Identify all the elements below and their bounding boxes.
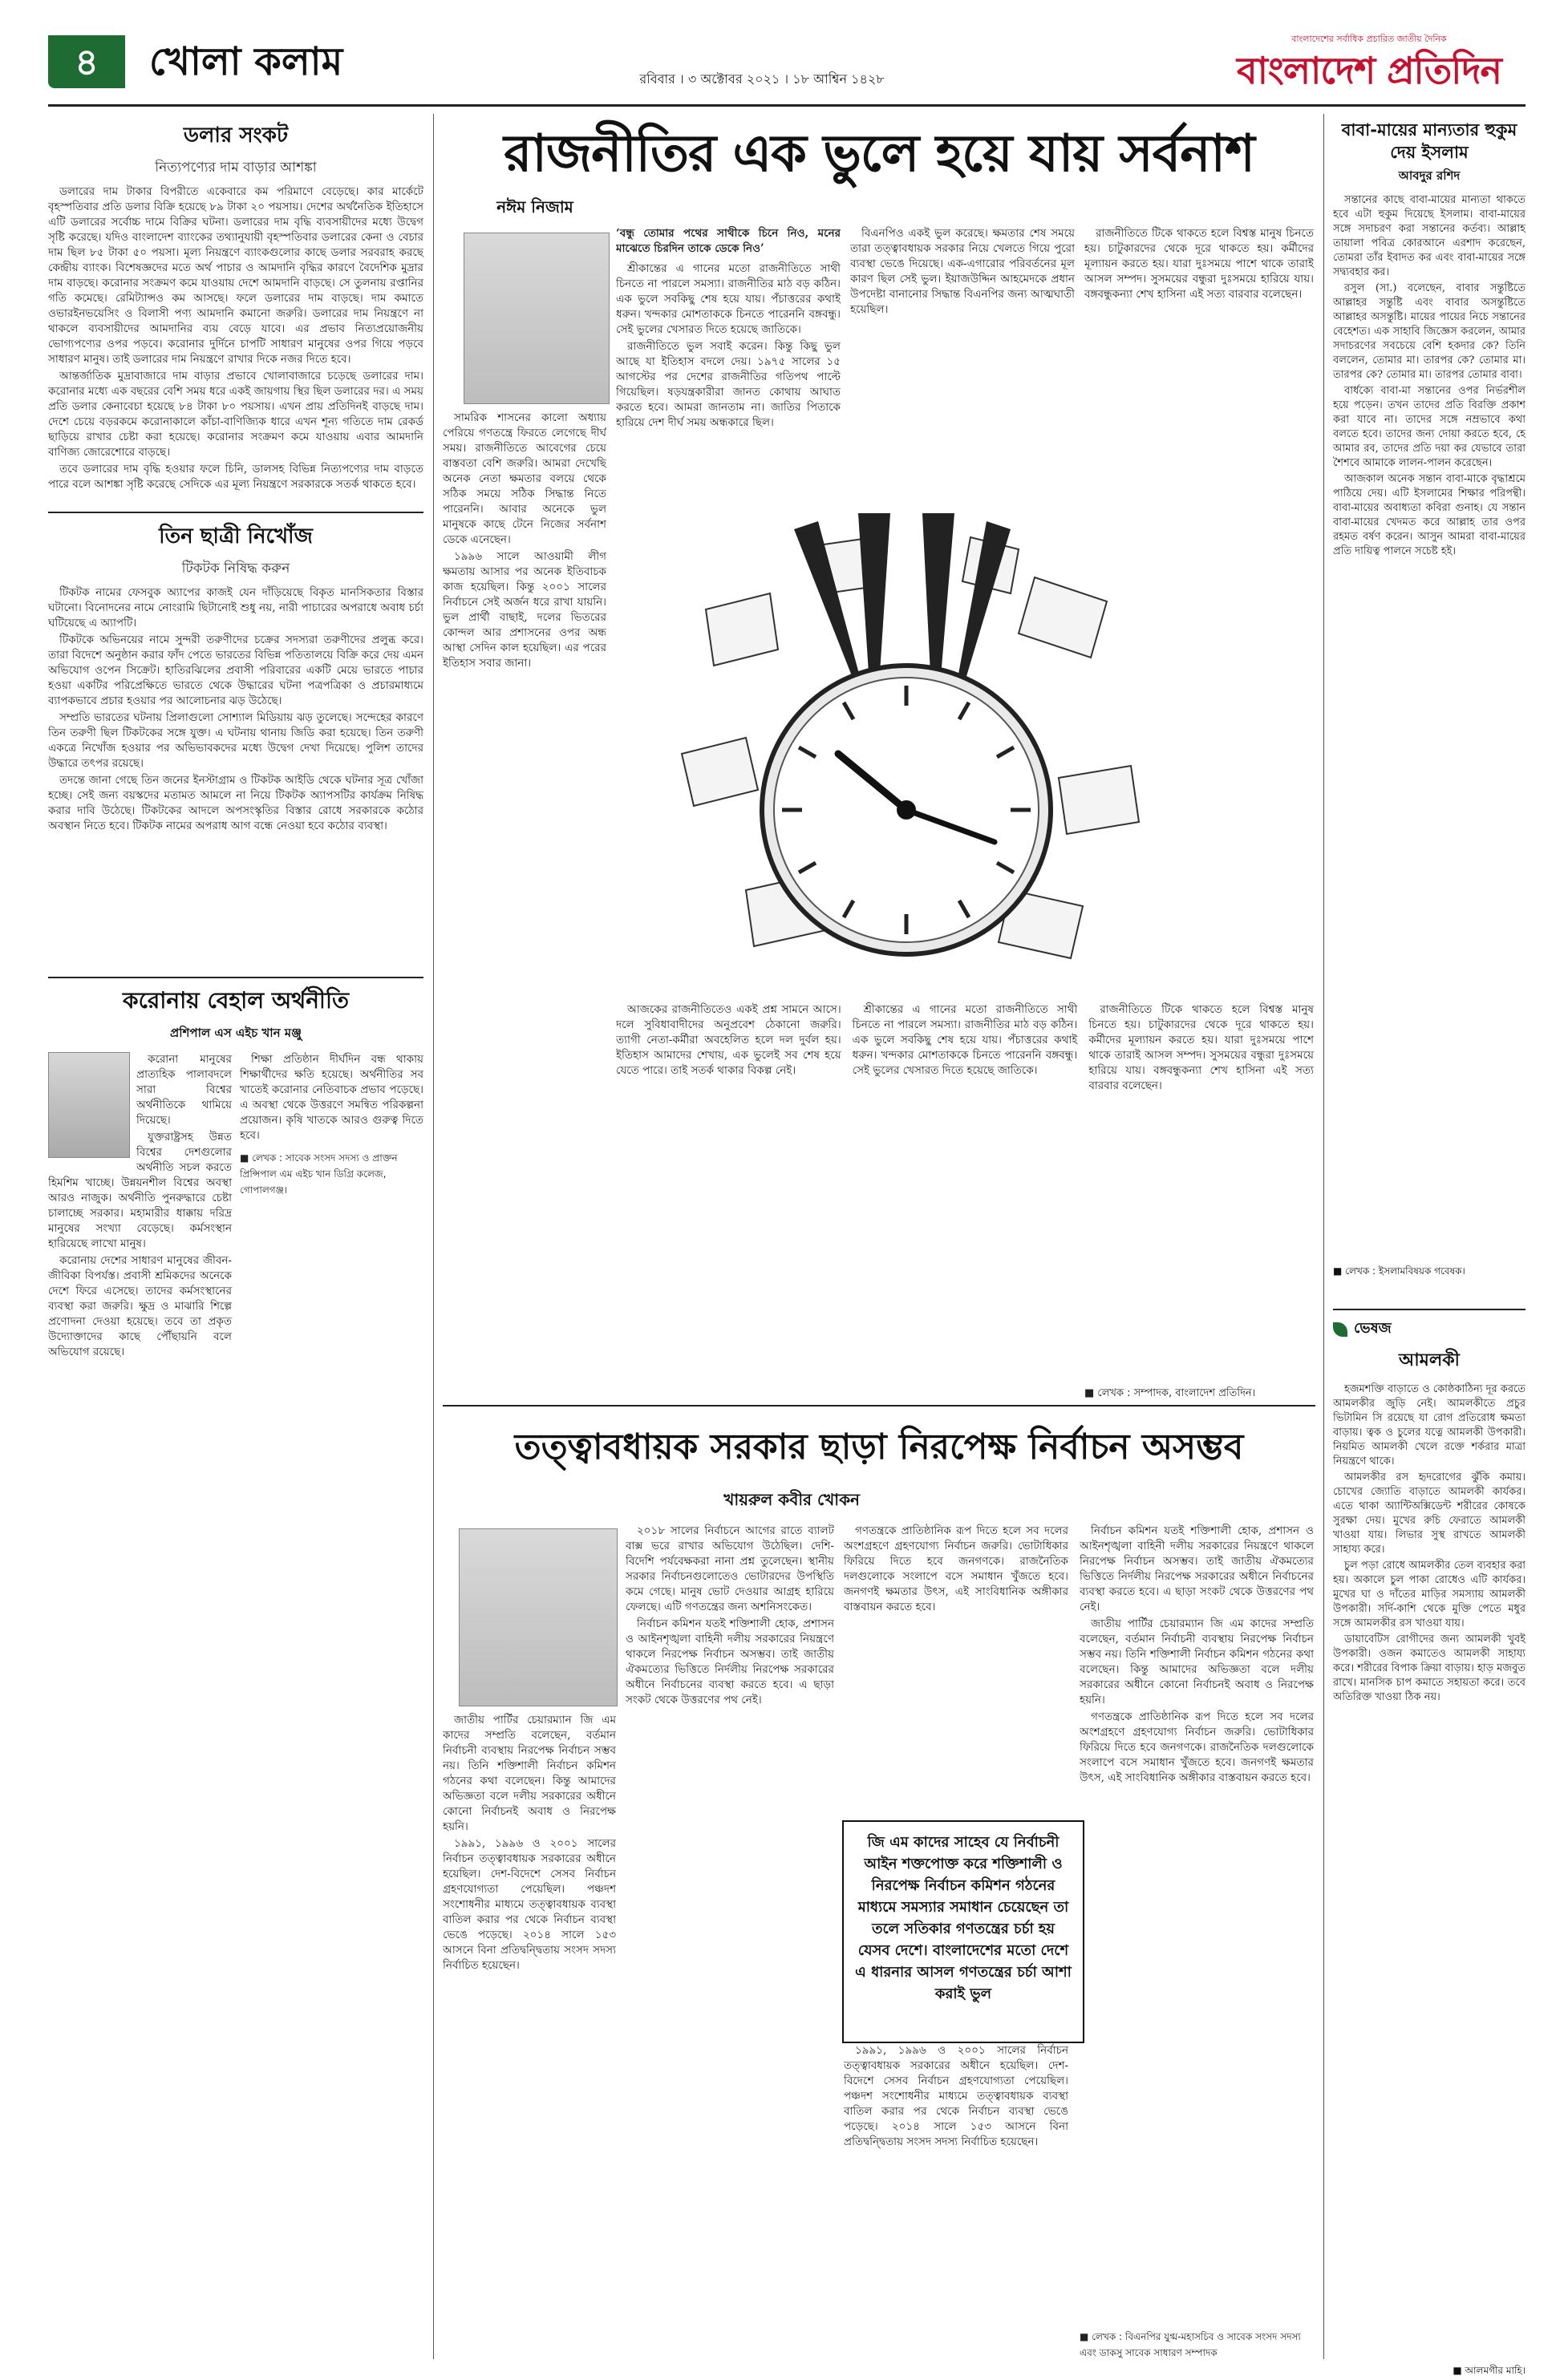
lead-author: নঈম নিজাম — [496, 197, 573, 217]
dollar-paragraph: ডলারের দাম টাকার বিপরীতে একেবারে কম পরিমাণে বেড়েছে। কার মার্কেটে বৃহস্পতিবার প্রতি ডলার বিক্রি হয়েছে ৮৯ টাকা ২০ পয়সায়। দেশের অর্থনৈতিক ইতিহাসে এটি ডলারের সর্বোচ্চ দামে বিক্রির ঘটনা। ডলারের দাম বৃদ্ধি ব্যবসায়ীদের মধ্যে উদ্বেগ সৃষ্টি করেছে। যদিও বাংলাদেশ ব্যাংকের তথ্যানুযায়ী বৃহস্পতিবার ডলারের কেনা ও বেচার দাম ছিল ৮৫ টাকা ৫০ পয়সা। মূল্য নিয়ন্ত্রণে ব্যাংকগুলোর কাছে ডলার সরবরাহ করছে কেন্দ্রীয় ব্যাংক। বিশেষজ্ঞদের মতে অর্থ পাচার ও আমদানি বৃদ্ধির কারণে বৈদেশিক মুদ্রার দাম বাড়ছে। করোনার সংক্রমণ কমে যাওয়ায় দেশে আমদানি বাড়ছে। সে তুলনায় রপ্তানির গতি কমেছে। রেমিট্যান্সও কম আসছে। ফলে ডলারের দাম বাড়ছে। দাম কমাতে ওভারইনভয়েসিং ও বিলাসী পণ্য আমদানি কমানো জরুরি। ডলারের দাম নিয়ন্ত্রণে না থাকলে ব্যবসায়ীদের আমদানির ব্যয় বেড়ে যাবে। এর প্রভাব নিত্যপ্রয়োজনীয় ভোগ্যপণ্যের ওপর পড়বে। করোনার দুর্দিনে চাপটি সাধারণ মানুষের ওপর গিয়ে পড়বে সাধারণ মানুষ। তাই ডলারের দাম নিয়ন্ত্রণে রাখার দিকে নজর দিতে হবে। — [48, 185, 423, 366]
lead-paragraph: রাজনীতিতে টিকে থাকতে হলে বিশ্বস্ত মানুষ চিনতে হয়। চাটুকারদের থেকে দূরে থাকতে হয়। কর্মীদের মূল্যায়ন করতে হয়। যারা দুঃসময়ে পাশে থাকে তারাই আসল সম্পদ। সুসময়ের বন্ধুরা দুঃসময়ে হারিয়ে যায়। বঙ্গবন্ধুকন্যা শেখ হাসিনা এই সত্য বারবার বলেছেন। — [1088, 1003, 1314, 1092]
students-paragraph: টিকটক নামের ফেসবুক অ্যাপের কাজই যেন দাঁড়িয়েছে বিকৃত মানসিকতার বিস্তার ঘটানো। বিনোদনের নামে নোংরামি ছিটানোই শুধু নয়, নারী পাচারের অপরাধে অবাধ চর্চা ঘটিয়েছে এ অ্যাপটি। — [48, 586, 423, 629]
clock-face — [762, 666, 1051, 954]
second-paragraph: নির্বাচন কমিশন যতই শক্তিশালী হোক, প্রশাসন ও আইনশৃঙ্খলা বাহিনী দলীয় সরকারের নিয়ন্ত্রণে থাকলে নিরপেক্ষ নির্বাচন অসম্ভব। তাই জাতীয় ঐকমত্যের ভিত্তিতে নির্দলীয় নিরপেক্ষ সরকারের অধীনে নির্বাচনের ব্যবস্থা করতে হবে। এ ছাড়া সংকট থেকে উত্তরণের পথ নেই। — [1080, 1524, 1314, 1613]
second-paragraph: ১৯৯১, ১৯৯৬ ও ২০০১ সালের নির্বাচন তত্ত্বাবধায়ক সরকারের অধীনে হয়েছিল। দেশ-বিদেশে সেসব নির্বাচন গ্রহণযোগ্যতা পেয়েছিল। পঞ্চদশ সংশোধনীর মাধ্যমে তত্ত্বাবধায়ক ব্যবস্থা বাতিল করার পর থেকে নির্বাচন ব্যবস্থা ভেঙে পড়েছে। ২০১৪ সালে ১৫৩ আসনে বিনা প্রতিদ্বন্দ্বিতায় সংসদ সদস্য নির্বাচিত হয়েছেন। — [844, 2044, 1068, 2148]
herbal-section-label — [1333, 1317, 1526, 1342]
corona-author-photo — [48, 1052, 130, 1158]
second-body-col3 — [844, 1524, 1068, 1812]
second-paragraph: ১৯৯১, ১৯৯৬ ও ২০০১ সালের নির্বাচন তত্ত্বাবধায়ক সরকারের অধীনে হয়েছিল। দেশ-বিদেশে সেসব নির্বাচন গ্রহণযোগ্যতা পেয়েছিল। পঞ্চদশ সংশোধনীর মাধ্যমে তত্ত্বাবধায়ক ব্যবস্থা বাতিল করার পর থেকে নির্বাচন ব্যবস্থা ভেঙে পড়েছে। ২০১৪ সালে ১৫৩ আসনে বিনা প্রতিদ্বন্দ্বিতায় সংসদ সদস্য নির্বাচিত হয়েছেন। — [443, 1837, 616, 1972]
right-article — [1333, 119, 1526, 1281]
dollar-title: ডলার সংকট — [183, 123, 289, 148]
section-title: খোলা কলাম — [149, 39, 343, 84]
lead-body-left2 — [443, 411, 606, 1381]
corona-footer: ■ লেখক : সাবেক সংসদ সদস্য ও প্রাক্তন প্রিন্সিপাল এম এইচ খান ডিগ্রি কলেজ, গোপালগঞ্জ। — [240, 1152, 398, 1196]
masthead-logo — [1213, 32, 1526, 99]
dollar-paragraph: আন্তর্জাতিক মুদ্রাবাজারে দাম বাড়ার প্রভাবে খোলাবাজারে চড়েছে ডলারের দাম। করোনার মধ্যে এক বছরের বেশি সময় ধরে একই জায়গায় স্থির ছিল ডলারের দর। এ সময় প্রতি ডলার কেনাবেচা হয়েছে ৮৪ টাকা ৮০ পয়সায়। এখন প্রায় প্রতিদিনই বাড়ছে দাম। দেশে চেয়ে বড়রকমে করোনাকালে কাঁচা-বাণিজ্যিক ধারে এখন শূন্য গতিতে দাম রেকর্ড ছাড়িয়ে রাখার চেষ্টা করা হয়েছে। করোনার সংক্রমণ কমে যাওয়ায় এবার আমদানি বাণিজ্য জোরেশোরে বাড়ছে। — [48, 370, 423, 459]
column-divider-left — [433, 114, 434, 2359]
dollar-subtitle: নিত্যপণ্যের দাম বাড়ার আশঙ্কা — [155, 160, 317, 176]
dollar-paragraph: তবে ডলারের দাম বৃদ্ধি হওয়ার ফলে চিনি, ডালসহ বিভিন্ন নিত্যপণ্যের দাম বাড়তে পারে বলে আশঙ্কা সৃষ্টি করেছে সেদিকে এর মূল্য নিয়ন্ত্রণে সরকারকে সতর্ক থাকতে হবে। — [48, 463, 423, 491]
second-body-left — [443, 1713, 616, 2346]
second-pull-quote — [842, 1820, 1084, 2043]
column-divider-right — [1323, 114, 1324, 2359]
students-title: তিন ছাত্রী নিখোঁজ — [159, 524, 313, 548]
herbal-title: আমলকী — [1399, 1350, 1460, 1370]
second-paragraph: জাতীয় পার্টির চেয়ারম্যান জি এম কাদের সম্প্রতি বলেছেন, বর্তমান নির্বাচনী ব্যবস্থায় নিরপেক্ষ নির্বাচন সম্ভব নয়। তিনি শক্তিশালী নির্বাচন কমিশন গঠনের কথা বলেছেন। কিন্তু আমাদের অভিজ্ঞতা বলে দলীয় সরকারের অধীনে কোনো নির্বাচনই অবাধ ও নিরপেক্ষ হয়নি। — [1080, 1617, 1314, 1706]
lead-paragraph: রাজনীতিতে ভুল সবাই করেন। কিন্তু কিছু ভুল আছে যা ইতিহাস বদলে দেয়। ১৯৭৫ সালের ১৫ আগস্টের পর দেশের রাজনীতির গতিপথ পাল্টে গিয়েছিল। ষড়যন্ত্রকারীরা জানত কোথায় আঘাত করতে হবে। আমরা জানতাম না। জাতির পিতাকে হারিয়ে দেশ দীর্ঘ সময় অন্ধকারে ছিল। — [616, 340, 841, 429]
second-author: খায়রুল কবীর খোকন — [723, 1490, 860, 1509]
right-paragraph: বার্ধক্যে বাবা-মা সন্তানের ওপর নির্ভরশীল হয়ে পড়েন। তখন তাদের প্রতি বিরক্তি প্রকাশ করা যাবে না। তাদের সঙ্গে নম্রভাবে কথা বলতে হবে। তাদের জন্য দোয়া করতে হবে, হে আমার রব, তাদের প্রতি দয়া কর যেভাবে তারা শৈশবে আমাকে লালন-পালন করেছেন। — [1333, 385, 1526, 469]
lead-paragraph: রাজনীতিতে টিকে থাকতে হলে বিশ্বস্ত মানুষ চিনতে হয়। চাটুকারদের থেকে দূরে থাকতে হয়। কর্মীদের মূল্যায়ন করতে হয়। যারা দুঃসময়ে পাশে থাকে তারাই আসল সম্পদ। সুসময়ের বন্ধুরা দুঃসময়ে হারিয়ে যায়। বঙ্গবন্ধুকন্যা শেখ হাসিনা এই সত্য বারবার বলেছেন। — [1084, 227, 1314, 301]
date-line: রবিবার । ৩ অক্টোবর ২০২১ । ১৮ আশ্বিন ১৪২৮ — [639, 71, 885, 87]
corona-author: প্রশিপাল এস এইচ খান মঞ্জু — [170, 1026, 302, 1040]
lead-pull-quote: ‘বন্ধু তোমার পথের সাথীকে চিনে নিও, মনের মাঝেতে চিরদিন তাকে ডেকে নিও’ — [616, 227, 841, 255]
clock-illustration — [658, 513, 1155, 994]
students-body — [48, 585, 423, 834]
right-title: বাবা-মায়ের মান্যতার হুকুম দেয় ইসলাম — [1341, 120, 1517, 162]
second-paragraph: ২০১৮ সালের নির্বাচনে আগের রাতে ব্যালট বাক্স ভরে রাখার অভিযোগ উঠেছিল। দেশি-বিদেশি পর্যবেক্ষকরা নানা প্রশ্ন তুলেছেন। স্থানীয় সরকার নির্বাচনগুলোতেও ভোটারদের উপস্থিতি কমে গেছে। মানুষ ভোট দেওয়ার আগ্রহ হারিয়ে ফেলছে। এটি গণতন্ত্রের জন্য অশনিসংকেত। — [626, 1524, 834, 1613]
left-divider-2 — [48, 977, 423, 978]
lead-body-bottom — [616, 1002, 1314, 1379]
right-footer: ■ লেখক : ইসলামবিষয়ক গবেষক। — [1333, 1265, 1465, 1277]
corona-paragraph: করোনায় দেশের সাধারণ মানুষের জীবন-জীবিকা বিপর্যস্ত। প্রবাসী শ্রমিকদের অনেকে দেশে ফিরে এসেছে। তাদের কর্মসংস্থানের ব্যবস্থা করা জরুরি। ক্ষুদ্র ও মাঝারি শিল্পে প্রণোদনা দেওয়া হয়েছে। তবে তা প্রকৃত উদ্যোক্তাদের কাছে পৌঁছায়নি বলে অভিযোগ রয়েছে। — [48, 1254, 232, 1358]
second-body-col2 — [626, 1524, 834, 2350]
right-body — [1333, 193, 1526, 1260]
herbal-paragraph: আমলকীর রস হৃদরোগের ঝুঁকি কমায়। চোখের জ্যোতি বাড়াতে আমলকী কার্যকর। এতে থাকা অ্যান্টিঅক্সিডেন্ট শরীরের কোষকে সুরক্ষা দেয়। মুখের রুচি ফেরাতে আমলকী খাওয়া যায়। লিভার সুস্থ রাখতে আমলকী সাহায্য করে। — [1333, 1471, 1526, 1556]
second-paragraph: নির্বাচন কমিশন যতই শক্তিশালী হোক, প্রশাসন ও আইনশৃঙ্খলা বাহিনী দলীয় সরকারের নিয়ন্ত্রণে থাকলে নিরপেক্ষ নির্বাচন অসম্ভব। তাই জাতীয় ঐকমত্যের ভিত্তিতে নির্দলীয় নিরপেক্ষ সরকারের অধীনে নির্বাচনের ব্যবস্থা করতে হবে। এ ছাড়া সংকট থেকে উত্তরণের পথ নেই। — [626, 1617, 834, 1706]
lead-headline: রাজনীতির এক ভুলে হয়ে যায় সর্বনাশ — [504, 124, 1254, 184]
herbal-paragraph: ডায়াবেটিস রোগীদের জন্য আমলকী খুবই উপকারী। ওজন কমাতেও আমলকী সাহায্য করে। শরীরের বিপাক ক্রিয়া বাড়ায়। হাড় মজবুত রাখে। মানসিক চাপ কমাতে সহায়তা করে। তবে অতিরিক্ত খাওয়া ঠিক নয়। — [1333, 1633, 1526, 1703]
herbal-label: ভেষজ — [1354, 1320, 1392, 1337]
page-number-box — [48, 35, 125, 88]
leaf-icon — [1333, 1322, 1347, 1337]
lead-illustration — [658, 513, 1155, 994]
second-author-photo — [459, 1528, 618, 1706]
corona-paragraph: শিক্ষা প্রতিষ্ঠান দীর্ঘদিন বন্ধ থাকায় শিক্ষার্থীদের ক্ষতি হয়েছে। অর্থনীতির সব খাতেই করোনার নেতিবাচক প্রভাব পড়েছে। এ অবস্থা থেকে উত্তরণে সমন্বিত পরিকল্পনা প্রয়োজন। কৃষি খাতকে আরও গুরুত্ব দিতে হবে। — [240, 1053, 423, 1142]
lead-bottom-rule — [443, 1405, 1315, 1407]
lead-paragraph: ১৯৯৬ সালে আওয়ামী লীগ ক্ষমতায় আসার পর অনেক ইতিবাচক কাজ হয়েছিল। কিন্তু ২০০১ সালের নির্বাচনে সেই অর্জন ধরে রাখা যায়নি। ভুল প্রার্থী বাছাই, দলের ভিতরের কোন্দল আর প্রশাসনের ওপর অন্ধ আস্থা সেদিন কাল হয়েছিল। এর পরের ইতিহাস সবার জানা। — [443, 550, 606, 670]
corona-paragraph: যুক্তরাষ্ট্রসহ উন্নত বিশ্বের দেশগুলোর অর্থনীতি সচল করতে হিমশিম খাচ্ছে। উন্নয়নশীল বিশ্বের অবস্থা আরও নাজুক। অর্থনীতি পুনরুদ্ধারে চেষ্টা চালাচ্ছে সরকার। মহামারীর ধাক্কায় দরিদ্র মানুষের সংখ্যা বেড়েছে। কর্মসংস্থান হারিয়েছে লাখো মানুষ। — [48, 1131, 232, 1250]
corona-article — [48, 983, 423, 2354]
right-divider — [1333, 1309, 1526, 1310]
right-paragraph: সন্তানের কাছে বাবা-মায়ের মান্যতা থাকতে হবে এটা হুকুম দিয়েছে ইসলাম। বাবা-মায়ের সঙ্গে সদাচরণ করা সন্তানের কর্তব্য। আল্লাহ তায়ালা পবিত্র কোরআনে এরশাদ করেছেন, তোমরা তাঁর ইবাদত কর এবং বাবা-মায়ের সঙ্গে সদ্ব্যবহার কর। — [1333, 194, 1526, 278]
second-pull-quote-text: জি এম কাদের সাহেব যে নির্বাচনী আইন শক্তপোক্ত করে শক্তিশালী ও নিরপেক্ষ নির্বাচন কমিশন গঠনের মাধ্যমে সমস্যার সমাধান চেয়েছেন তা তলে সতিকার গণতন্ত্রের চর্চা হয় যেসব দেশে। বাংলাদেশের মতো দেশে এ ধারনার আসল গণতন্ত্রের চর্চা আশা করাই ভুল — [855, 1834, 1072, 2002]
logo-text: বাংলাদেশ প্রতিদিন — [1236, 49, 1502, 92]
second-paragraph: জাতীয় পার্টির চেয়ারম্যান জি এম কাদের সম্প্রতি বলেছেন, বর্তমান নির্বাচনী ব্যবস্থায় নিরপেক্ষ নির্বাচন সম্ভব নয়। তিনি শক্তিশালী নির্বাচন কমিশন গঠনের কথা বলেছেন। কিন্তু আমাদের অভিজ্ঞতা বলে দলীয় সরকারের অধীনে কোনো নির্বাচনই অবাধ ও নিরপেক্ষ হয়নি। — [443, 1714, 616, 1833]
students-article — [48, 520, 423, 836]
dollar-article — [48, 119, 423, 494]
lead-body-right — [1084, 226, 1314, 563]
corona-columns — [48, 1052, 423, 1362]
logo-tagline: বাংলাদেশের সর্বাধিক প্রচারিত জাতীয় দৈনিক — [1291, 34, 1447, 44]
second-body-col4 — [1080, 1524, 1314, 2325]
lead-footer: ■ লেখক : সম্পাদক, বাংলাদেশ প্রতিদিন। — [1084, 1387, 1256, 1399]
right-author: আবদুর রশিদ — [1398, 168, 1461, 183]
left-divider-1 — [48, 512, 423, 513]
lead-paragraph: শ্রীকান্তের এ গানের মতো রাজনীতিতে সাথী চিনতে না পারলে সমস্যা। রাজনীতির মাঠ বড় কঠিন। এক ভুলে সবকিছু শেষ হয়ে যায়। পঁচাত্তরের কথাই ধরুন। খন্দকার মোশতাককে চিনতে পারেননি বঙ্গবন্ধু। সেই ভুলের খেসারত দিতে হয়েছে জাতিকে। — [616, 262, 841, 336]
masthead-rule — [48, 104, 1526, 107]
herbal-paragraph: চুল পড়া রোধে আমলকীর তেল ব্যবহার করা হয়। অকালে চুল পাকা রোধেও এটি কার্যকর। মুখের ঘা ও দাঁতের মাড়ির সমস্যায় আমলকী উপকারী। সর্দি-কাশি থেকে মুক্তি পেতে মধুর সঙ্গে আমলকীর রস খাওয়া যায়। — [1333, 1560, 1526, 1629]
students-paragraph: টিকটকে অভিনয়ের নামে সুন্দরী তরুণীদের চক্রের সদস্যরা তরুণীদের প্রলুব্ধ করে। তারা বিদেশে অনুষ্ঠান করার ফাঁদ পেতে ভারতের বিভিন্ন পতিতালয়ে বিক্রি করে দেয় এমন অভিযোগ ওপেন সিক্রেট। হাতিরঝিলের প্রবাসী পরিবারের একটি মেয়ে ভারতে পাচার হওয়া একটির পরিপ্রেক্ষিতে ভারতে থেকে উদ্ধারের ঘটনা পত্রপত্রিকা ও প্রচারমাধ্যমে ব্যাপকভাবে প্রচার হওয়ার পর আলোচনার ঝড় উঠেছে। — [48, 633, 423, 707]
second-footer: ■ লেখক : বিএনপির যুগ্ম-মহাসচিব ও সাবেক সংসদ সদস্য এবং ডাকসু সাবেক সাধারণ সম্পাদক — [1080, 2331, 1301, 2358]
corona-paragraph: করোনা মানুষের প্রাত্যহিক পালাবদলে সারা বিশ্বের অর্থনীতিকে থামিয়ে দিয়েছে। — [136, 1053, 232, 1127]
herbal-body — [1333, 1382, 1526, 2361]
herbal-paragraph: হজমশক্তি বাড়াতে ও কোষ্ঠকাঠিন্য দূর করতে আমলকীর জুড়ি নেই। আমলকীতে প্রচুর ভিটামিন সি রয়েছে যা রোগ প্রতিরোধ ক্ষমতা বাড়ায়। ত্বক ও চুলের যত্নে আমলকী উপকারী। নিয়মিত আমলকী খেলে রক্তে শর্করার মাত্রা নিয়ন্ত্রণে থাকে। — [1333, 1383, 1526, 1467]
corona-body-right — [240, 1052, 423, 1143]
second-headline: তত্ত্বাবধায়ক সরকার ছাড়া নিরপেক্ষ নির্বাচন অসম্ভব — [514, 1427, 1244, 1467]
right-paragraph: আজকাল অনেক সন্তান বাবা-মাকে বৃদ্ধাশ্রমে পাঠিয়ে দেয়। এটি ইসলামের শিক্ষার পরিপন্থী। বাবা-মায়ের অবাধ্যতা কবিরা গুনাহ। যে সন্তান বাবা-মায়ের খেদমত করে আল্লাহ তার ওপর রহমত বর্ষণ করেন। আসুন আমরা বাবা-মায়ের প্রতি দায়িত্ব পালনে সচেষ্ট হই। — [1333, 473, 1526, 557]
right-paragraph: রসুল (সা.) বলেছেন, বাবার সন্তুষ্টিতে আল্লাহর সন্তুষ্টি এবং বাবার অসন্তুষ্টিতে আল্লাহর অসন্তুষ্টি। মায়ের পায়ের নিচে সন্তানের বেহেশত। এক সাহাবি জিজ্ঞেস করলেন, আমার সদাচরণের সবচেয়ে বেশি হকদার কে? তিনি বললেন, তোমার মা। তারপর কে? তোমার মা। তারপর কে? তোমার মা। তারপর তোমার বাবা। — [1333, 282, 1526, 381]
second-paragraph: গণতন্ত্রকে প্রাতিষ্ঠানিক রূপ দিতে হলে সব দলের অংশগ্রহণে গ্রহণযোগ্য নির্বাচন জরুরি। ভোটাধিকার ফিরিয়ে দিতে হবে জনগণকে। রাজনৈতিক দলগুলোকে সংলাপে বসে সমাধান খুঁজতে হবে। জনগণই ক্ষমতার উৎস, এই সাংবিধানিক অঙ্গীকার বাস্তবায়ন করতে হবে। — [1080, 1710, 1314, 1784]
page-number: ৪ — [75, 40, 99, 83]
herbal-section — [1333, 1317, 1526, 2380]
second-paragraph: গণতন্ত্রকে প্রাতিষ্ঠানিক রূপ দিতে হলে সব দলের অংশগ্রহণে গ্রহণযোগ্য নির্বাচন জরুরি। ভোটাধিকার ফিরিয়ে দিতে হবে জনগণকে। রাজনৈতিক দলগুলোকে সংলাপে বসে সমাধান খুঁজতে হবে। জনগণই ক্ষমতার উৎস, এই সাংবিধানিক অঙ্গীকার বাস্তবায়ন করতে হবে। — [844, 1524, 1068, 1613]
lead-paragraph: আজকের রাজনীতিতেও একই প্রশ্ন সামনে আসে। দলে সুবিধাবাদীদের অনুপ্রবেশ ঠেকানো জরুরি। ত্যাগী নেতা-কর্মীরা অবহেলিত হলে দল দুর্বল হয়। ইতিহাস আমাদের শেখায়, এক ভুলেই সব শেষ হয়ে যেতে পারে। তাই সতর্ক থাকার বিকল্প নেই। — [616, 1003, 841, 1077]
lead-paragraph: শ্রীকান্তের এ গানের মতো রাজনীতিতে সাথী চিনতে না পারলে সমস্যা। রাজনীতির মাঠ বড় কঠিন। এক ভুলে সবকিছু শেষ হয়ে যায়। পঁচাত্তরের কথাই ধরুন। খন্দকার মোশতাককে চিনতে পারেননি বঙ্গবন্ধু। সেই ভুলের খেসারত দিতে হয়েছে জাতিকে। — [852, 1003, 1078, 1077]
lead-paragraph: সামরিক শাসনের কালো অধ্যায় পেরিয়ে গণতন্ত্রে ফিরতে লেগেছে দীর্ঘ সময়। রাজনীতিতে আবেগের চেয়ে বাস্তবতা বেশি জরুরি। আমরা দেখেছি অনেক নেতা ক্ষমতার বলয়ে থেকে সঠিক সময়ে সঠিক সিদ্ধান্ত নিতে পারেননি। আবার অনেকে ভুল মানুষকে কাছে টেনে নিজের সর্বনাশ ডেকে এনেছেন। — [443, 411, 606, 546]
students-paragraph: তদন্তে জানা গেছে তিন জনের ইনস্টাগ্রাম ও টিকটক আইডি থেকে ঘটনার সূত্র খোঁজা হচ্ছে। সেই জন্য বয়স্কদের মতামত আমলে না নিয়ে টিকটক অ্যাপসটির কার্যক্রম নিষিদ্ধ করার দাবি উঠেছে। টিকটকের আদলে অপসংস্কৃতির বিস্তার রোধে সরকারকে কঠোর অবস্থান নিতে হবে। টিকটক নামের অপরাধ আগ বন্ধে নেওয়া হবে কঠোর ব্যবস্থা। — [48, 774, 423, 832]
lead-body-middle — [850, 226, 1075, 563]
second-body-col3b — [844, 2043, 1068, 2348]
students-paragraph: সম্প্রতি ভারতের ঘটনায় প্রিলাগুলো সোশ্যাল মিডিয়ায় ঝড় তুলেছে। সন্দেহের কারণে তিন তরুণী ছিল টিকটকের সঙ্গে যুক্ত। এ ঘটনায় থানায় জিডি করা হয়েছে। তিন তরুণী একত্রে নিখোঁজ হওয়ার পর অভিভাবকদের মধ্যে উদ্বেগ দেখা দিয়েছে। পুলিশ তাদের উদ্ধারে তৎপর রয়েছে। — [48, 711, 423, 770]
lead-paragraph: বিএনপিও একই ভুল করেছে। ক্ষমতার শেষ সময়ে তারা তত্ত্বাবধায়ক সরকার নিয়ে খেলতে গিয়ে পুরো ব্যবস্থা ভেঙে দিয়েছে। এক-এগারোর পরিবর্তনের মূল কারণ ছিল সেই ভুল। ইয়াজউদ্দিন আহমেদকে প্রধান উপদেষ্টা বানানোর সিদ্ধান্ত বিএনপির জন্য আত্মঘাতী হয়েছিল। — [850, 227, 1075, 316]
herbal-footer: ■ আলমগীর মাহি। — [1453, 2365, 1526, 2376]
dollar-body — [48, 184, 423, 492]
lead-author-photo — [464, 233, 610, 404]
students-subtitle: টিকটক নিষিদ্ধ করুন — [181, 561, 290, 577]
corona-title: করোনায় বেহাল অর্থনীতি — [123, 987, 349, 1014]
